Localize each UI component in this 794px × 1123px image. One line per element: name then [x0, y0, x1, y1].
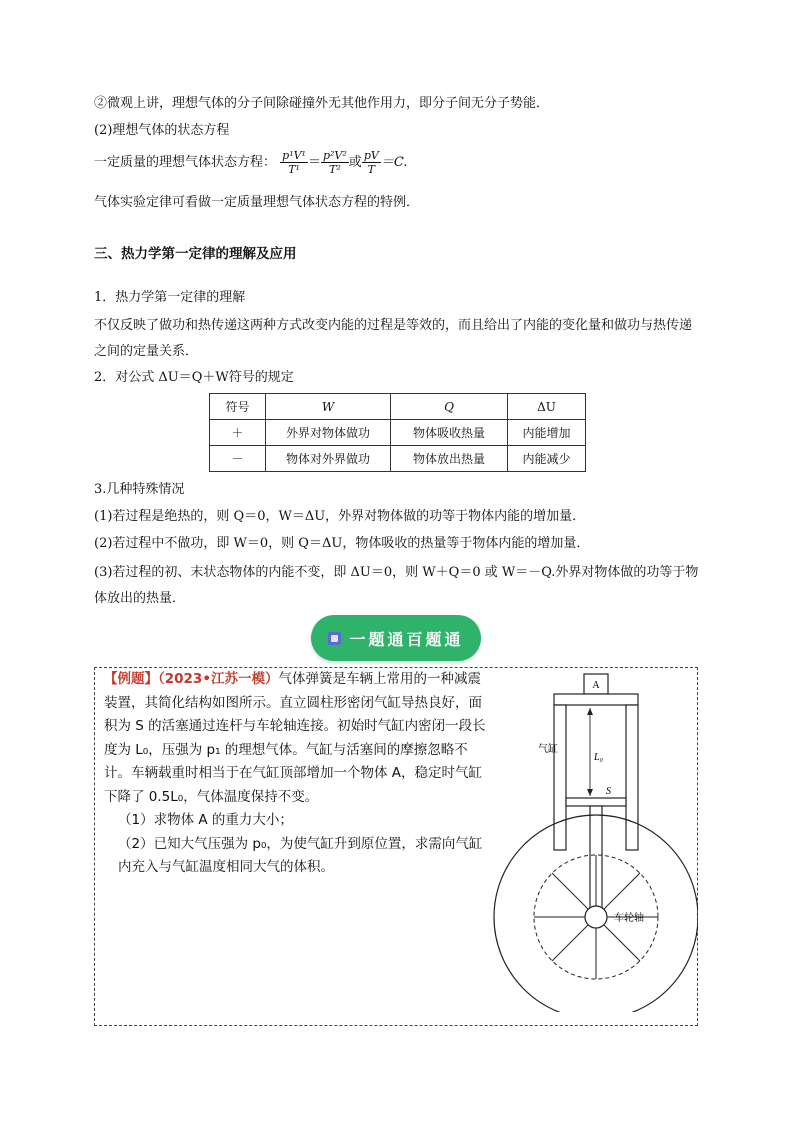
- equation-line: 一定质量的理想气体状态方程： $\frac{\text{p¹V¹}}{\text{T¹}}$ ＝ $\frac{\text{p²V²}}{\text{T²}}$ 或 $\frac{pV}{T}$ ＝C.: [94, 149, 408, 176]
- equation-or: 或: [348, 155, 362, 170]
- paragraph-microscopic: ②微观上讲，理想气体的分子间除碰撞外无其他作用力，即分子间无分子势能．: [94, 96, 550, 111]
- example-text: [104, 668, 486, 880]
- cylinder-wall-right: [626, 705, 638, 850]
- subheading-2: 2．对公式 ΔU＝Q＋W符号的规定: [94, 370, 294, 385]
- fraction-2: $\frac{\text{p²V²}}{\text{T²}}$: [322, 149, 347, 176]
- example-statement: 气体弹簧是车辆上常用的一种减震装置，其简化结构如图所示。直立圆柱形密闭气缸导热良好，面积为 S 的活塞通过连杆与车轮轴连接。初始时气缸内密闭一段长度为 L₀，压强为 p₁ 的理想气体。气缸与活塞间的摩擦忽略不计。车辆载重时相当于在气缸顶部增加一个物体 A，稳定时气缸下降了 0.5L₀，气体温度保持不变。: [104, 671, 486, 805]
- table-header-cell: ΔU: [508, 394, 586, 420]
- table-cell: ＋: [210, 420, 266, 446]
- question-1: （1）求物体 A 的重力大小；: [118, 812, 293, 828]
- paragraph-special-case: 气体实验定律可看做一定质量理想气体状态方程的特例．: [94, 195, 420, 210]
- table-cell: 物体吸收热量: [391, 420, 508, 446]
- section-heading-3: 三、热力学第一定律的理解及应用: [94, 246, 297, 262]
- table-cell: 物体对外界做功: [266, 446, 391, 472]
- section-badge: [311, 615, 481, 661]
- label-a: A: [592, 680, 600, 691]
- cylinder-top: [554, 694, 638, 705]
- fraction-1: $\frac{\text{p¹V¹}}{\text{T¹}}$: [282, 149, 306, 176]
- badge-label: 一题通百题通: [349, 629, 464, 649]
- case-1: (1)若过程是绝热的，则 Q＝0，W＝ΔU，外界对物体做的功等于物体内能的增加量．: [94, 509, 586, 524]
- case-2: (2)若过程中不做功，即 W＝0，则 Q＝ΔU，物体吸收的热量等于物体内能的增加量．: [94, 536, 590, 551]
- label-s: S: [606, 786, 611, 797]
- book-icon: [328, 632, 341, 645]
- arrow-head-bottom: [587, 789, 593, 796]
- table-cell: 内能增加: [508, 420, 586, 446]
- case-3: (3)若过程的初、末状态物体的内能不变，即 ΔU＝0，则 W＋Q＝0 或 W＝－Q.外界对物体做的功等于物体放出的热量．: [94, 565, 699, 606]
- equation-prefix: 一定质量的理想气体状态方程：: [94, 155, 277, 170]
- table-header-row: [210, 394, 586, 420]
- table-row: [210, 446, 586, 472]
- label-cylinder: 气缸: [538, 744, 558, 755]
- table-header-cell: Q: [391, 394, 508, 420]
- subheading-state-equation: (2)理想气体的状态方程: [94, 123, 230, 138]
- axle: [585, 906, 607, 928]
- piston: [566, 798, 626, 806]
- gas-spring-diagram: [486, 672, 698, 1012]
- example-body: [104, 668, 486, 809]
- table-header-cell: 符号: [210, 394, 266, 420]
- question-2: （2）已知大气压强为 p₀，为使气缸升到原位置，求需向气缸内充入与气缸温度相同大气的体积。: [118, 835, 483, 875]
- label-axle: 车轮轴: [614, 913, 644, 924]
- arrow-head-top: [587, 708, 593, 715]
- fraction-3: $\frac{pV}{T}$: [363, 149, 379, 176]
- equation-end: ＝C.: [380, 155, 408, 170]
- table-cell: 物体放出热量: [391, 446, 508, 472]
- subheading-3: 3.几种特殊情况: [94, 482, 185, 497]
- label-l0: L₀: [594, 752, 604, 763]
- table-cell: 内能减少: [508, 446, 586, 472]
- table-header-cell: W: [266, 394, 391, 420]
- table-row: [210, 420, 586, 446]
- sign-convention-table: [209, 393, 586, 472]
- cylinder-wall-left: [554, 705, 566, 850]
- table-cell: －: [210, 446, 266, 472]
- table-cell: 外界对物体做功: [266, 420, 391, 446]
- paragraph-first-law: 不仅反映了做功和热传递这两种方式改变内能的过程是等效的，而且给出了内能的变化量和做功与热传递之间的定量关系．: [94, 318, 693, 359]
- subheading-1: 1．热力学第一定律的理解: [94, 290, 246, 305]
- example-source: （2023•江苏一模）: [158, 671, 279, 687]
- example-label: 【例题】: [104, 671, 158, 687]
